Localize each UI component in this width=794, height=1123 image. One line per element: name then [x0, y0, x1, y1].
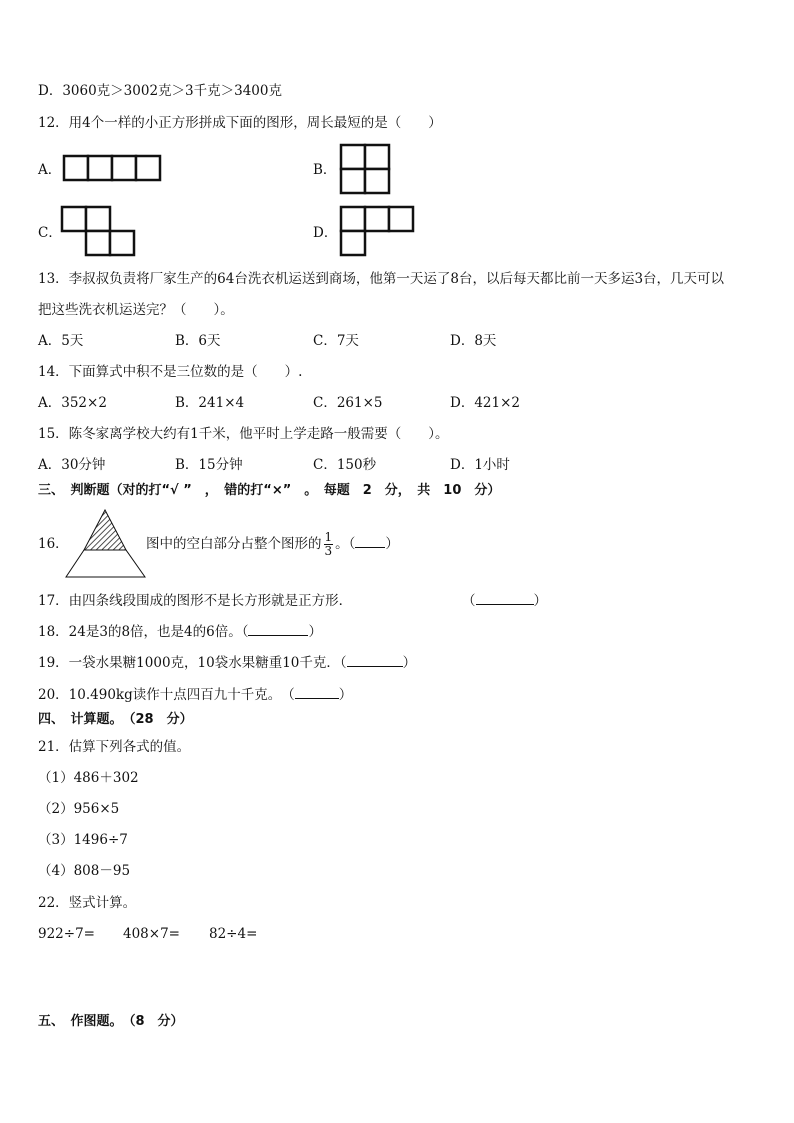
section-5-title: 五、 作图题。 （8 分） — [38, 1014, 184, 1029]
q22-question: 22．竖式计算。 — [38, 895, 137, 911]
q13-option-c: C．7天 — [313, 333, 359, 349]
q12-option-a-label: A． — [38, 162, 62, 178]
q12-shape-b — [337, 142, 395, 196]
q19-close: ） — [402, 655, 417, 671]
q21-item-3: （3）1496÷7 — [38, 832, 128, 848]
section-3-title: 三、 判断题（对的打“√ ” ， 错的打“×” 。 每题 2 分， 共 10 分） — [38, 483, 501, 498]
q18-close: ） — [308, 624, 322, 640]
section-4-title: 四、 计算题。 （28 分） — [38, 712, 193, 727]
q17-answer — [462, 592, 547, 610]
q16-triangle-figure — [64, 508, 148, 580]
q15-option-c: C．150秒 — [313, 457, 377, 473]
q12-question: 12．用4个一样的小正方形拼成下面的图形，周长最短的是（ ） — [38, 115, 442, 131]
q13-option-d: D．8天 — [450, 333, 497, 349]
q16-text: 图中的空白部分占整个图形的 — [146, 536, 322, 552]
q12-shape-d — [337, 204, 419, 258]
q17-question: 17．由四条线段围成的图形不是长方形就是正方形． — [38, 593, 353, 609]
q15-option-d: D．1小时 — [450, 457, 510, 473]
q17-answer-blank[interactable] — [476, 592, 534, 605]
q18-question: 18．24是3的8倍，也是4的6倍。（ — [38, 624, 249, 640]
q14-question: 14．下面算式中积不是三位数的是（ ）. — [38, 364, 303, 380]
q15-option-b: B．15分钟 — [175, 457, 243, 473]
q18-answer-blank[interactable] — [248, 623, 308, 636]
q17-open: （ — [462, 593, 476, 609]
q20-answer-blank[interactable] — [295, 686, 339, 699]
q16-tail: 。（ — [335, 536, 356, 552]
q21-item-4: （4）808－95 — [38, 863, 131, 879]
q16-answer-blank[interactable] — [355, 535, 385, 548]
q16-fraction-denominator: 3 — [324, 544, 333, 558]
q16-fraction — [324, 531, 334, 558]
q16-statement — [146, 531, 399, 558]
q14-option-c: C．261×5 — [313, 395, 383, 411]
q12-option-d-label: D． — [313, 225, 338, 241]
q13-option-a: A．5天 — [38, 333, 84, 349]
q12-option-c-label: C． — [38, 225, 62, 241]
q14-option-d: D．421×2 — [450, 395, 520, 411]
q15-option-a: A．30分钟 — [38, 457, 106, 473]
q16-number: 16． — [38, 536, 69, 552]
q18-line — [38, 623, 322, 641]
q20-close: ） — [338, 687, 353, 703]
q19-answer-blank[interactable] — [347, 654, 403, 667]
q13-question-line2: 把这些洗衣机运送完？（ ）。 — [38, 302, 234, 318]
q14-option-a: A．352×2 — [38, 395, 107, 411]
q20-line — [38, 686, 352, 704]
q19-line — [38, 654, 416, 672]
q15-question: 15．陈冬家离学校大约有1千米，他平时上学走路一般需要（ ）。 — [38, 426, 449, 442]
q20-question: 20．10.490kg读作十点四百九十千克。 （ — [38, 687, 295, 703]
q16-close: ） — [385, 536, 399, 552]
q19-question: 19．一袋水果糖1000克，10袋水果糖重10千克．（ — [38, 655, 347, 671]
q22-item-1: 922÷7= — [38, 926, 95, 942]
q11-option-d: D．3060克＞3002克＞3千克＞3400克 — [38, 83, 282, 99]
q12-shape-a — [60, 153, 166, 183]
q22-item-3: 82÷4= — [209, 926, 258, 942]
q21-item-2: （2）956×5 — [38, 801, 120, 817]
q12-shape-c — [58, 204, 140, 258]
q21-item-1: （1）486＋302 — [38, 770, 139, 786]
q13-question-line1: 13．李叔叔负责将厂家生产的64台洗衣机运送到商场，他第一天运了8台，以后每天都比前一天多运3台，几天可以 — [38, 271, 725, 287]
q12-option-b-label: B． — [313, 162, 337, 178]
q13-option-b: B．6天 — [175, 333, 221, 349]
q22-item-2: 408×7= — [123, 926, 180, 942]
q17-close: ） — [533, 593, 547, 609]
q14-option-b: B．241×4 — [175, 395, 245, 411]
q16-fraction-numerator: 1 — [324, 530, 333, 544]
q21-question: 21．估算下列各式的值。 — [38, 739, 191, 755]
